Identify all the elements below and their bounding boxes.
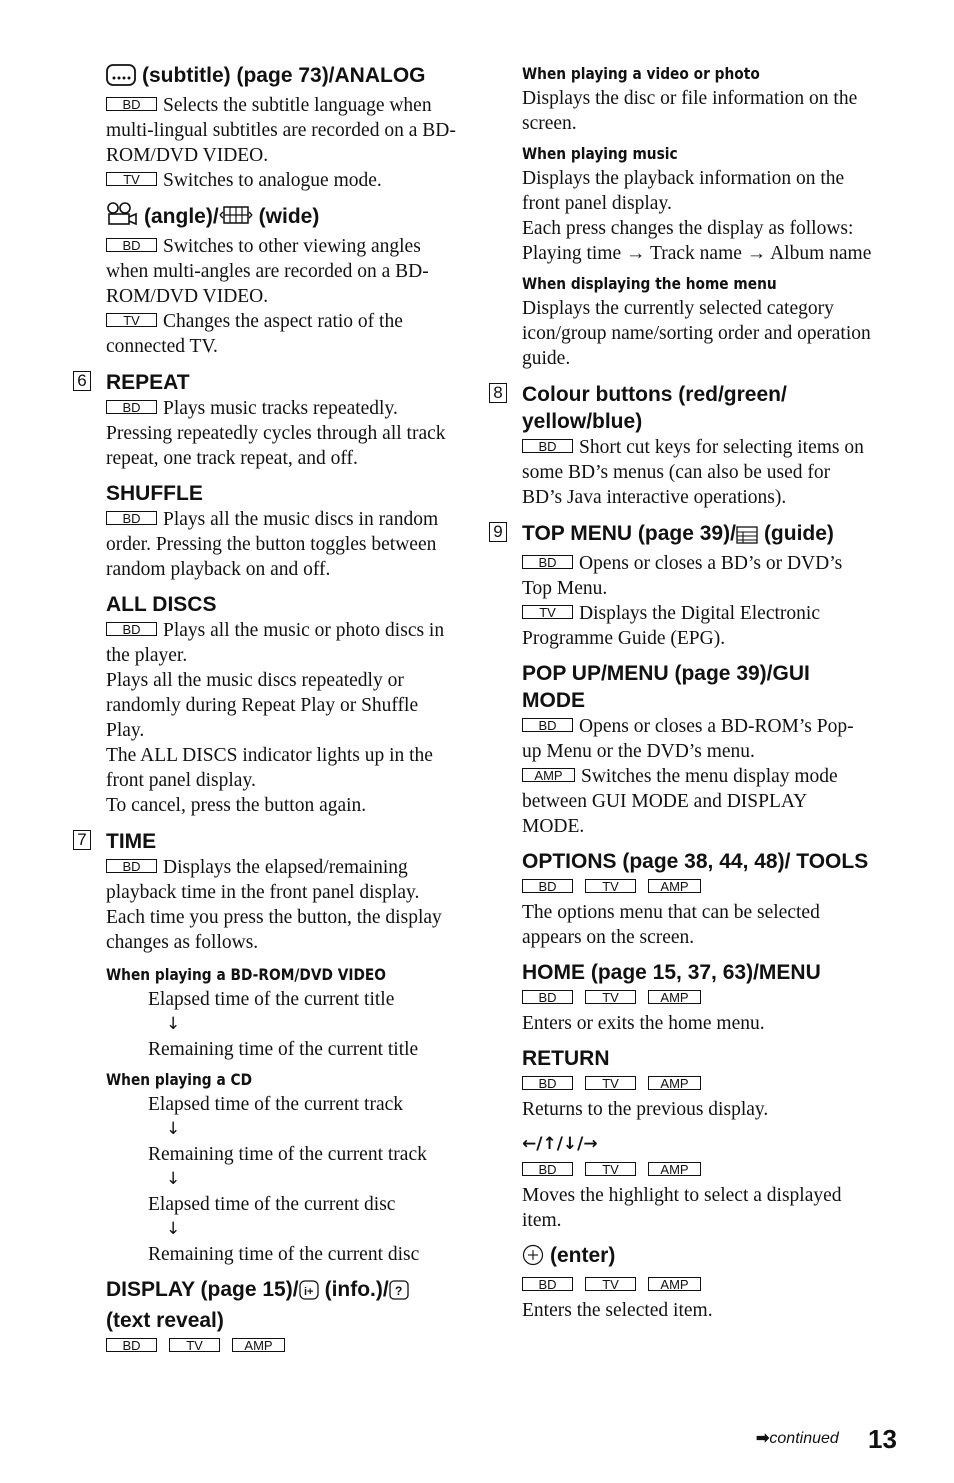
return-text: Returns to the previous display. [522, 1099, 769, 1120]
display-badges [106, 1334, 456, 1359]
music-subheading: When playing music [522, 144, 678, 163]
bd-badge: BD [522, 879, 573, 893]
home-subheading: When displaying the home menu [522, 274, 777, 293]
bd-badge: BD [522, 439, 573, 453]
subtitle-icon [106, 64, 136, 93]
time-heading: TIME [106, 830, 157, 853]
colour-heading: Colour buttons (red/green/ yellow/blue) [522, 383, 787, 433]
cd-step-3: Elapsed time of the current disc [148, 1194, 396, 1215]
repeat-bd-text: BD Plays music tracks repeatedly. Pressing repeatedly cycles through all track repeat, one track repeat, and off. [106, 398, 446, 469]
info-icon [299, 1280, 319, 1307]
alldiscs-text-2: Plays all the music discs repeatedly or randomly during Repeat Play or Shuffle Play. [106, 670, 419, 741]
options-text: The options menu that can be selected appears on the screen. [522, 902, 820, 948]
continued-label: ➡continued [756, 1430, 839, 1447]
topmenu-heading: TOP MENU (page 39)/ (guide) [522, 520, 872, 551]
right-column [493, 62, 872, 1323]
amp-badge: AMP [648, 990, 701, 1004]
return-heading: RETURN [522, 1047, 610, 1070]
enter-badges [522, 1273, 872, 1298]
tv-badge: TV [169, 1338, 220, 1352]
amp-badge: AMP [648, 879, 701, 893]
section-6 [77, 369, 456, 396]
section-9 [493, 520, 872, 551]
bd-badge: BD [522, 1162, 573, 1176]
section-number: 8 [489, 383, 507, 403]
popup-bd-text: BD Opens or closes a BD-ROM’s Pop-up Menu or the DVD’s menu. [522, 716, 854, 762]
amp-badge: AMP [648, 1076, 701, 1090]
angle-tv-text: TV Changes the aspect ratio of the connected TV. [106, 311, 403, 357]
arrows-text: Moves the highlight to select a displayed item. [522, 1185, 842, 1231]
bd-badge: BD [106, 859, 157, 873]
svg-text:?: ? [394, 1284, 403, 1298]
bd-badge: BD [106, 1338, 157, 1352]
continued-arrow-icon: ➡ [756, 1430, 770, 1447]
down-arrow-icon: ↓ [166, 1119, 181, 1139]
popup-amp-text: AMP Switches the menu display mode between GUI MODE and DISPLAY MODE. [522, 766, 838, 837]
guide-icon [736, 524, 758, 551]
shuffle-heading: SHUFFLE [106, 482, 203, 505]
video-text: Displays the disc or file information on the screen. [522, 88, 858, 134]
homekey-heading: HOME (page 15, 37, 63)/MENU [522, 961, 821, 984]
topmenu-tv-text: TV Displays the Digital Electronic Programme Guide (EPG). [522, 603, 820, 649]
cd-step-2: Remaining time of the current track [148, 1144, 427, 1165]
alldiscs-heading: ALL DISCS [106, 593, 217, 616]
display-heading: DISPLAY (page 15)/ i+ (info.)/ ? (text reveal) [106, 1276, 456, 1334]
music-sequence: Playing time → Track name → Album name [522, 243, 872, 264]
music-text-2: Each press changes the display as follows: [522, 218, 854, 239]
section-number: 9 [489, 522, 507, 542]
down-arrow-icon: ↓ [166, 1014, 181, 1034]
section-8 [493, 381, 872, 435]
options-heading: OPTIONS (page 38, 44, 48)/ TOOLS [522, 850, 869, 873]
tv-badge: TV [522, 605, 573, 619]
popup-heading: POP UP/MENU (page 39)/GUI MODE [522, 662, 810, 712]
time-bd-text: BD Displays the elapsed/remaining playback time in the front panel display. Each time you press the button, the display changes as follows. [106, 857, 442, 953]
subtitle-tv-text: TV Switches to analogue mode. [106, 168, 456, 193]
angle-icon [106, 201, 138, 234]
home-text: Displays the currently selected category icon/group name/sorting order and operation guide. [522, 298, 871, 369]
bdrom-subheading: When playing a BD-ROM/DVD VIDEO [106, 965, 386, 984]
section-number: 6 [73, 371, 91, 391]
bd-badge: BD [106, 511, 157, 525]
bd-badge: BD [522, 1076, 573, 1090]
tv-badge: TV [106, 313, 157, 327]
repeat-heading: REPEAT [106, 371, 190, 394]
cd-step-4: Remaining time of the current disc [148, 1244, 420, 1265]
alldiscs-text-3: The ALL DISCS indicator lights up in the front panel display. [106, 745, 433, 791]
subtitle-heading: (subtitle) (page 73)/ANALOG [106, 62, 456, 93]
svg-text:i+: i+ [303, 1286, 314, 1298]
bd-badge: BD [522, 555, 573, 569]
page-number: 13 [868, 1424, 897, 1454]
angle-heading: (angle)/ (wide) [106, 201, 456, 234]
amp-badge: AMP [648, 1162, 701, 1176]
cd-subheading: When playing a CD [106, 1070, 253, 1089]
arrows-badges [522, 1158, 872, 1183]
tv-badge: TV [585, 1162, 636, 1176]
homekey-text: Enters or exits the home menu. [522, 1013, 765, 1034]
homekey-badges [522, 986, 872, 1011]
alldiscs-text-4: To cancel, press the button again. [106, 795, 367, 816]
bdrom-step-2: Remaining time of the current title [148, 1039, 419, 1060]
enter-text: Enters the selected item. [522, 1300, 713, 1321]
video-subheading: When playing a video or photo [522, 64, 760, 83]
options-badges [522, 875, 872, 900]
down-arrow-icon: ↓ [166, 1219, 181, 1239]
enter-heading: (enter) [522, 1242, 872, 1273]
left-column [77, 62, 456, 1359]
music-text-1: Displays the playback information on the front panel display. [522, 168, 845, 214]
wide-icon [219, 203, 253, 234]
enter-icon [522, 1244, 544, 1273]
tv-badge: TV [106, 172, 157, 186]
bd-badge: BD [522, 990, 573, 1004]
shuffle-bd-text: BD Plays all the music discs in random order. Pressing the button toggles between random playback on and off. [106, 509, 439, 580]
amp-badge: AMP [648, 1277, 701, 1291]
subtitle-bd-text: BD Selects the subtitle language when multi-lingual subtitles are recorded on a BD-ROM/DVD VIDEO. [106, 95, 456, 166]
return-badges [522, 1072, 872, 1097]
alldiscs-bd-text: BD Plays all the music or photo discs in the player. [106, 620, 445, 666]
amp-badge: AMP [232, 1338, 285, 1352]
cd-step-1: Elapsed time of the current track [148, 1094, 404, 1115]
bd-badge: BD [106, 238, 157, 252]
text-reveal-icon [389, 1280, 409, 1307]
tv-badge: TV [585, 879, 636, 893]
bd-badge: BD [106, 400, 157, 414]
tv-badge: TV [585, 990, 636, 1004]
bd-badge: BD [106, 622, 157, 636]
bd-badge: BD [522, 1277, 573, 1291]
bd-badge: BD [106, 97, 157, 111]
section-number: 7 [73, 830, 91, 850]
topmenu-bd-text: BD Opens or closes a BD’s or DVD’s Top Menu. [522, 553, 843, 599]
bd-badge: BD [522, 718, 573, 732]
tv-badge: TV [585, 1277, 636, 1291]
down-arrow-icon: ↓ [166, 1169, 181, 1189]
bdrom-step-1: Elapsed time of the current title [148, 989, 395, 1010]
amp-badge: AMP [522, 768, 575, 782]
section-7 [77, 828, 456, 855]
angle-bd-text: BD Switches to other viewing angles when multi-angles are recorded on a BD-ROM/DVD VIDEO. [106, 236, 429, 307]
arrows-heading: ←/↑/↓/→ [522, 1134, 598, 1154]
tv-badge: TV [585, 1076, 636, 1090]
colour-bd-text: BD Short cut keys for selecting items on some BD’s menus (can also be used for BD’s Java interactive operations). [522, 437, 864, 508]
